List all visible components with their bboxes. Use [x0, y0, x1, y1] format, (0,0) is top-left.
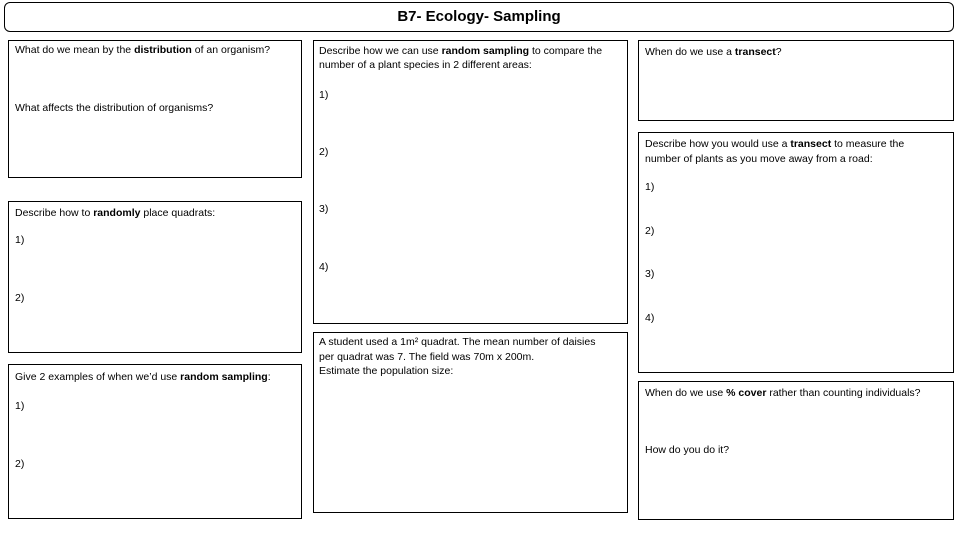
compare-areas-question-line-2: number of a plant species in 2 different areas:	[319, 59, 532, 71]
text: Describe how to	[15, 207, 94, 219]
random-examples-box	[8, 364, 302, 519]
text: place quadrats:	[140, 207, 216, 219]
keyword: random sampling	[441, 45, 530, 57]
keyword: distribution	[134, 44, 192, 56]
page-title: B7- Ecology- Sampling	[4, 2, 954, 32]
random-quadrats-item-2: 2)	[15, 292, 25, 304]
transect-how-item-2: 2)	[645, 225, 655, 237]
transect-when-question	[645, 45, 782, 59]
transect-how-item-3: 3)	[645, 268, 655, 280]
transect-how-question-line-1	[645, 137, 904, 151]
percent-cover-method-question: How do you do it?	[645, 444, 730, 456]
compare-areas-question-line-1	[319, 44, 602, 58]
text: to compare the	[529, 45, 603, 57]
random-quadrats-box	[8, 201, 302, 353]
population-question-line-1: A student used a 1m² quadrat. The mean number of daisies	[319, 336, 596, 348]
transect-how-question-line-2: number of plants as you move away from a road:	[645, 153, 873, 165]
compare-areas-item-4: 4)	[319, 261, 329, 273]
text: When do we use a	[645, 46, 735, 58]
keyword: % cover	[726, 387, 767, 399]
keyword: randomly	[93, 207, 141, 219]
text: :	[267, 371, 271, 383]
compare-areas-item-1: 1)	[319, 89, 329, 101]
random-quadrats-question	[15, 206, 215, 220]
compare-areas-item-2: 2)	[319, 146, 329, 158]
random-examples-item-2: 2)	[15, 458, 25, 470]
text: What do we mean by the	[15, 44, 135, 56]
distribution-question	[15, 43, 270, 57]
distribution-factors-question: What affects the distribution of organisms?	[15, 102, 214, 114]
population-question-line-2: per quadrat was 7. The field was 70m x 200m.	[319, 351, 535, 363]
transect-how-box	[638, 132, 954, 373]
text: Describe how you would use a	[645, 138, 791, 150]
text: ?	[775, 46, 782, 58]
compare-areas-item-3: 3)	[319, 203, 329, 215]
transect-how-item-4: 4)	[645, 312, 655, 324]
transect-how-item-1: 1)	[645, 181, 655, 193]
keyword: random sampling	[180, 371, 268, 383]
text: to measure the	[831, 138, 905, 150]
compare-areas-box	[313, 40, 628, 324]
text: rather than counting individuals?	[766, 387, 921, 399]
text: Describe how we can use	[319, 45, 442, 57]
text: Give 2 examples of when we’d use	[15, 371, 181, 383]
text: of an organism?	[191, 44, 271, 56]
random-examples-question	[15, 370, 271, 384]
keyword: transect	[734, 46, 776, 58]
population-question-line-3: Estimate the population size:	[319, 365, 454, 377]
percent-cover-question	[645, 386, 921, 400]
random-examples-item-1: 1)	[15, 400, 25, 412]
keyword: transect	[790, 138, 832, 150]
random-quadrats-item-1: 1)	[15, 234, 25, 246]
text: When do we use	[645, 387, 727, 399]
